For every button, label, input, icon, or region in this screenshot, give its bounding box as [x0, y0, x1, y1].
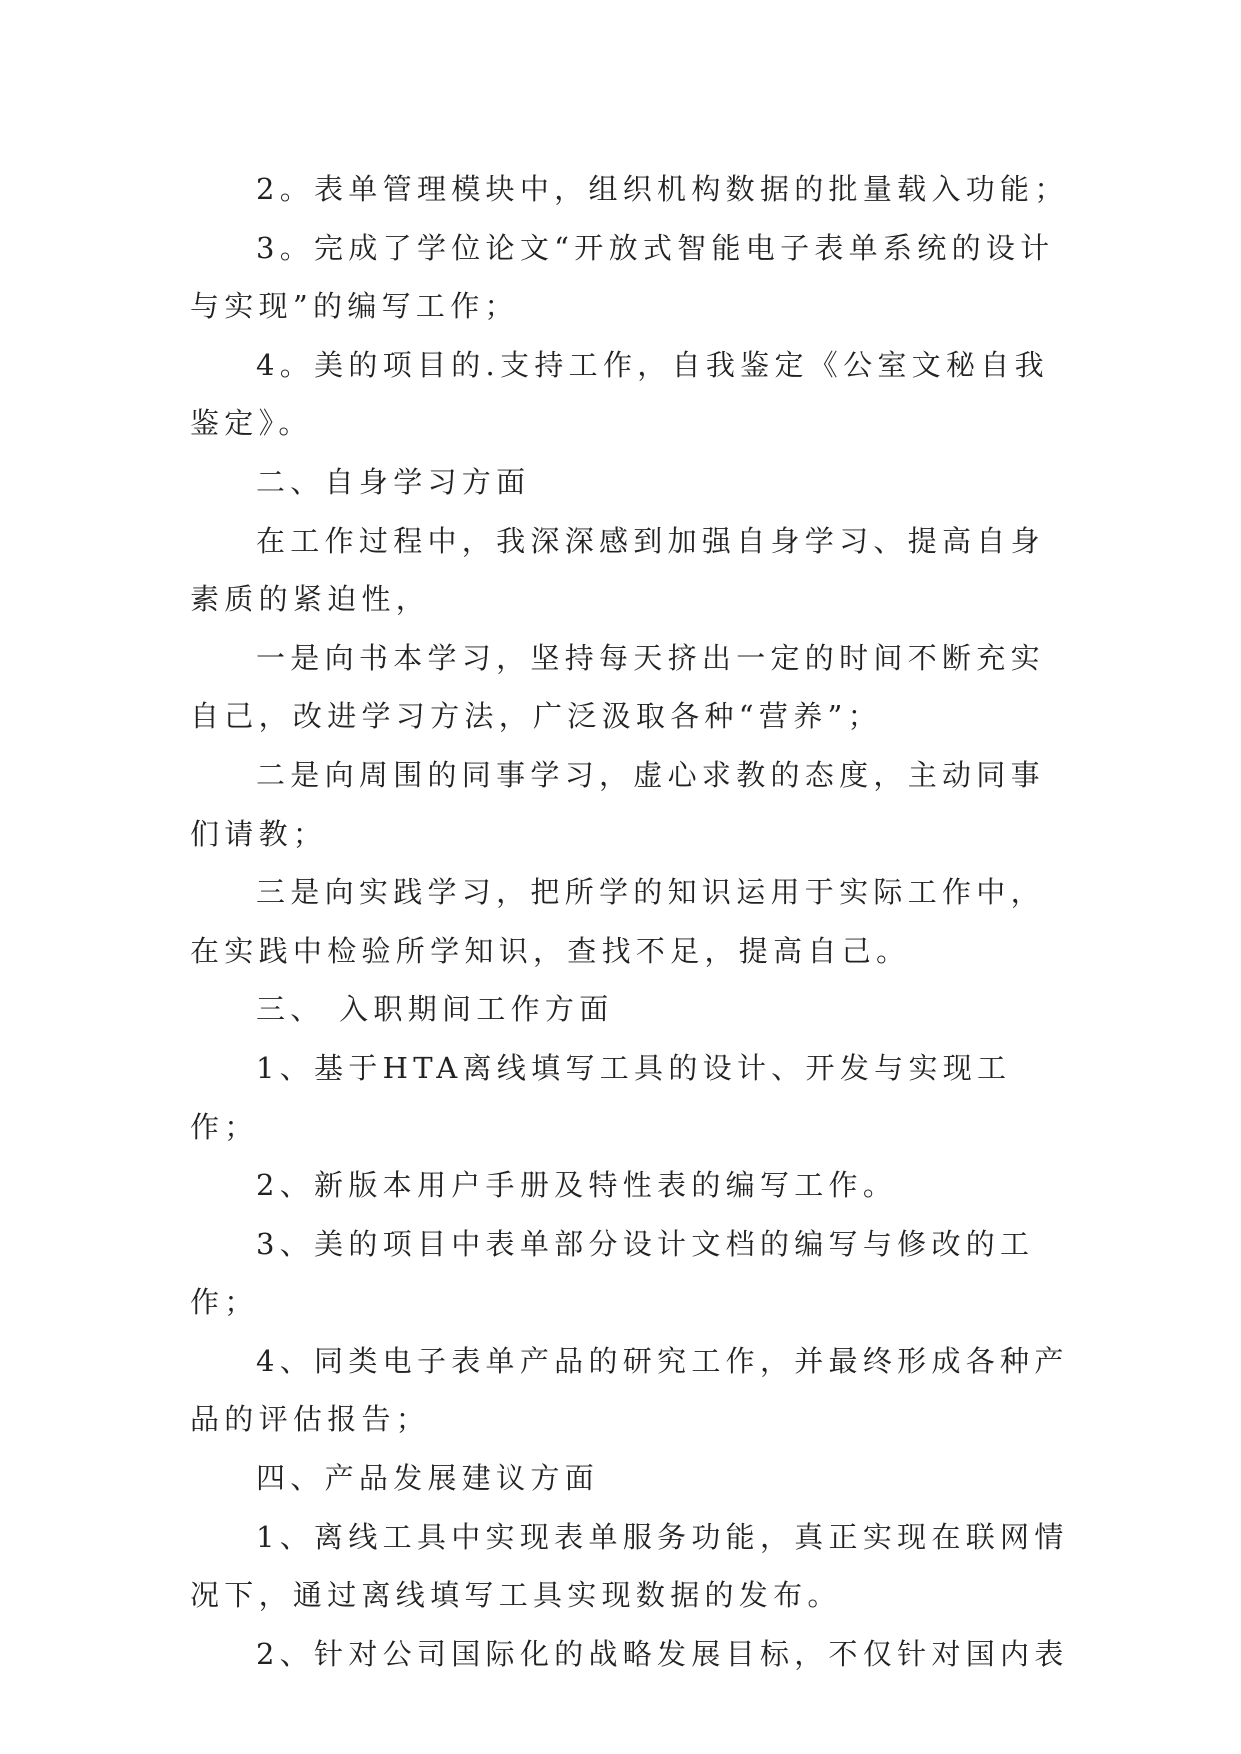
paragraph-work-item-1: 1、基于HTA离线填写工具的设计、开发与实现工作；: [190, 1050, 1012, 1144]
section-heading-work-period: 三、 入职期间工作方面: [256, 992, 614, 1027]
paragraph-work-item-4: 4、同类电子表单产品的研究工作，并最终形成各种产品的评估报告；: [190, 1343, 1069, 1437]
paragraph-item-3: 3。完成了学位论文“开放式智能电子表单系统的设计与实现”的编写工作；: [190, 230, 1055, 324]
section-heading-product-suggestions: 四、产品发展建议方面: [256, 1461, 600, 1496]
section-heading-self-study: 二、自身学习方面: [256, 464, 531, 499]
paragraph-suggestion-item-1: 1、离线工具中实现表单服务功能，真正实现在联网情况下，通过离线填写工具实现数据的发布。: [190, 1519, 1069, 1613]
paragraph-study-books: 一是向书本学习，坚持每天挤出一定的时间不断充实自己，改进学习方法，广泛汲取各种“营养”；: [190, 640, 1045, 734]
document-body: [190, 160, 1070, 1683]
paragraph-work-item-2: 2、新版本用户手册及特性表的编写工作。: [256, 1168, 898, 1203]
paragraph-suggestion-item-2: 2、针对公司国际化的战略发展目标，不仅针对国内表: [256, 1636, 1069, 1671]
paragraph-item-2: 2。表单管理模块中，组织机构数据的批量载入功能；: [256, 172, 1069, 206]
paragraph-study-intro: 在工作过程中，我深深感到加强自身学习、提高自身素质的紧迫性，: [190, 523, 1045, 617]
paragraph-study-practice: 三是向实践学习，把所学的知识运用于实际工作中，在实践中检验所学知识，查找不足，提高自己。: [190, 875, 1045, 968]
paragraph-work-item-3: 3、美的项目中表单部分设计文档的编写与修改的工作；: [190, 1226, 1035, 1320]
paragraph-study-colleagues: 二是向周围的同事学习，虚心求教的态度，主动同事们请教；: [190, 757, 1045, 851]
paragraph-item-4: 4。美的项目的.支持工作，自我鉴定《公室文秘自我鉴定》。: [190, 347, 1049, 441]
